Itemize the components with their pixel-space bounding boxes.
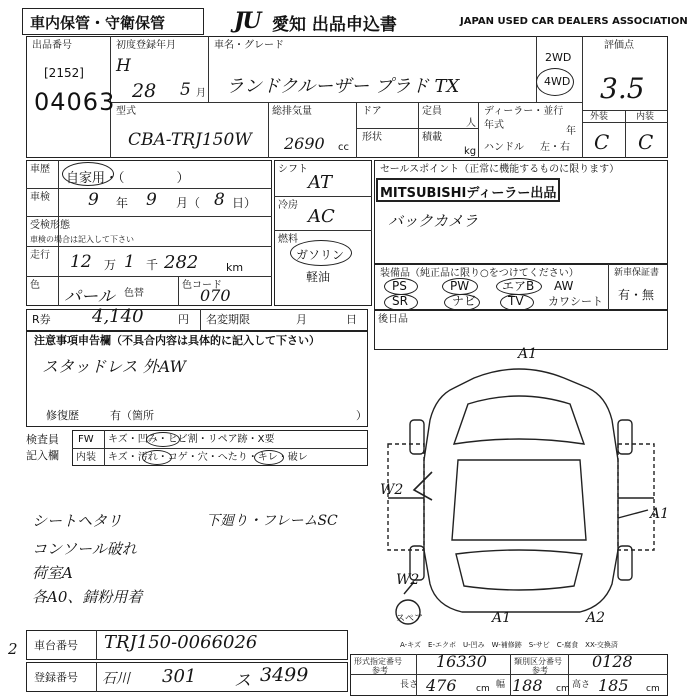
length-cm: cm	[476, 684, 490, 694]
reg-year-value: 28	[132, 80, 157, 102]
color-code-value: 070	[200, 286, 231, 305]
tire-note: 下廻り・フレームSC	[206, 513, 338, 529]
car-name-label: 車名・グレード	[214, 40, 284, 51]
repair-yes: 有（箇所	[110, 409, 154, 422]
kg-unit: kg	[464, 146, 477, 157]
shift-label: シフト	[278, 164, 308, 175]
displacement-value: 2690	[284, 134, 325, 153]
sales-point-label: セールスポイント（正常に機能するものに限ります）	[380, 164, 620, 175]
history-value: 自家用・（ ）	[66, 171, 190, 186]
reg-month-value: 5	[180, 80, 191, 100]
fw-items: キズ・凹み・ヒビ割・リペア跡・X要	[108, 434, 275, 445]
score-label: 評価点	[604, 40, 634, 51]
recycle-frame	[26, 309, 368, 331]
eq-tv-circle	[500, 294, 534, 311]
eq-ps-circle	[384, 278, 418, 295]
mileage-rest: 282	[164, 252, 199, 273]
repair-close: ）	[356, 409, 367, 422]
shaken-year: 9	[88, 190, 99, 210]
km-unit: km	[226, 261, 244, 274]
width-value: 188	[512, 676, 543, 695]
person-unit: 人	[466, 118, 476, 129]
name-change-month: 月	[296, 313, 307, 326]
shaken-month: 9	[146, 190, 157, 210]
new-car-warranty: 新車保証書	[614, 268, 660, 278]
color-label: 色	[30, 280, 40, 291]
fw-label: FW	[78, 434, 94, 445]
eq-ab: エアB	[502, 279, 535, 293]
spec-value: 16330	[436, 652, 487, 671]
shaken-day: 8	[214, 190, 225, 210]
mileage-man: 12	[70, 252, 92, 272]
eq-aw: AW	[554, 279, 574, 293]
mark-w2-left: W2	[380, 482, 404, 498]
dealer-parallel: ディーラー・並行	[484, 106, 564, 117]
color-code-label: 色コード	[182, 280, 222, 291]
fuel-diesel: 軽油	[306, 270, 331, 284]
height-value: 185	[598, 676, 629, 695]
mark-a1-bottom: A1	[492, 610, 512, 626]
length-value: 476	[426, 676, 457, 695]
margin-mark: 2	[8, 640, 18, 658]
interior-items: キズ・汚れ・コゲ・穴・へたり・キレ・破レ	[108, 452, 308, 463]
eq-pw: PW	[450, 279, 470, 293]
model-year-label-a: 年式	[484, 120, 504, 131]
history-label: 車歴	[30, 164, 50, 175]
class-value: 0128	[592, 652, 633, 671]
displacement-label: 総排気量	[272, 106, 312, 117]
handle-lr: 左・右	[540, 142, 570, 153]
name-change-label: 名変期限	[206, 313, 250, 326]
mark-w2-bottom: W2	[396, 572, 420, 588]
width-cm: cm	[556, 684, 570, 694]
interior-row-label: 内装	[76, 452, 96, 463]
first-reg-label: 初度登録年月	[116, 40, 176, 51]
warranty-yes-no: 有・無	[618, 288, 655, 302]
yen-unit: 円	[178, 313, 189, 326]
repair-label: 修復歴	[46, 409, 79, 422]
name-change-day: 日	[346, 313, 357, 326]
rear-items-label: 後日品	[378, 314, 408, 325]
drive-2wd: 2WD	[545, 51, 572, 64]
month-suffix: 月	[196, 88, 206, 99]
shift-value: AT	[308, 172, 333, 193]
color-change-label: 色替	[124, 288, 144, 299]
handle-label: ハンドル	[484, 142, 524, 153]
era-value: H	[116, 56, 131, 76]
lot-no-label: 出品番号	[32, 40, 72, 51]
reg-kana: ス	[234, 671, 251, 691]
shape-label: 形状	[362, 132, 382, 143]
capacity-label: 定員	[422, 106, 442, 117]
class-label: 類別区分番号	[514, 657, 562, 666]
model-code-label: 型式	[116, 106, 136, 117]
man-unit: 万	[104, 258, 117, 272]
drive-4wd: 4WD	[544, 75, 571, 88]
storage-label: 車内保管・守衛保管	[30, 14, 166, 32]
interior-sag-circle	[254, 450, 284, 465]
fuel-gas: ガソリン	[296, 248, 345, 262]
mark-a1-right: A1	[650, 506, 670, 522]
lot-number: 04063	[34, 88, 116, 116]
spec-ref-label: 参考	[372, 666, 388, 675]
notes-value: スタッドレス 外AW	[42, 357, 186, 376]
left-note-4: 各A0、錆粉用着	[32, 588, 143, 606]
door-label: ドア	[362, 106, 382, 117]
rear-items-frame	[374, 310, 668, 350]
eq-pw-circle	[442, 278, 478, 295]
shaken-label: 車検	[30, 192, 50, 203]
mitsubishi-text: MITSUBISHIディーラー出品	[380, 186, 557, 201]
load-label: 積載	[422, 132, 442, 143]
color-value: パール	[64, 287, 115, 307]
width-label: 幅	[496, 680, 506, 690]
aircon-value: AC	[308, 206, 335, 227]
exterior-grade: C	[594, 130, 610, 154]
association-name: JAPAN USED CAR DEALERS ASSOCIATION	[460, 16, 688, 27]
interior-label: 内装	[636, 112, 655, 122]
lot-bracket: [2152]	[44, 66, 84, 80]
left-note-1: シートヘタリ	[32, 512, 123, 530]
class-ref-label: 参考	[532, 666, 548, 675]
height-cm: cm	[646, 684, 660, 694]
history-circle	[62, 162, 114, 186]
eq-tv: TV	[508, 294, 524, 308]
ju-logo: JU	[234, 8, 260, 34]
height-label: 高さ	[572, 680, 591, 690]
interior-dirt-circle	[142, 450, 172, 465]
shaken-year-unit: 年	[116, 196, 129, 210]
warranty-label: 受検形態	[30, 220, 70, 231]
length-label: 長さ	[400, 680, 419, 690]
fuel-gas-circle	[290, 240, 352, 266]
form-title: 愛知 出品申込書	[272, 15, 397, 35]
record-label: 記入欄	[26, 449, 59, 462]
left-note-2: コンソール破れ	[32, 540, 137, 558]
reg-num: 3499	[260, 664, 309, 686]
mark-a1-top: A1	[518, 346, 538, 362]
eq-kawa: カワシート	[548, 295, 603, 308]
car-name-value: ランドクルーザー プラド TX	[226, 76, 460, 97]
eq-ps: PS	[392, 279, 407, 293]
eq-sr-circle	[384, 294, 418, 311]
reg-area: 石川	[102, 671, 130, 687]
drive-4wd-circle	[536, 68, 574, 96]
eq-navi-circle	[444, 294, 480, 311]
inspector-label: 検査員	[26, 433, 59, 446]
model-code-value: CBA-TRJ150W	[128, 130, 252, 150]
recycle-label: R券	[32, 313, 51, 326]
shaken-month-unit: 月（	[176, 196, 201, 210]
recycle-value: 4,140	[92, 306, 144, 327]
chassis-label: 車台番号	[34, 639, 78, 652]
mark-a2-bottom: A2	[586, 610, 606, 626]
model-year-label-b: 年	[566, 126, 576, 137]
sen-unit: 千	[146, 258, 159, 272]
sales-note: バックカメラ	[388, 212, 479, 230]
warranty-note: 車検の場合は記入して下さい	[30, 235, 134, 244]
cc-unit: cc	[338, 142, 349, 153]
notes-title: 注意事項申告欄（不具合内容は具体的に記入して下さい）	[34, 334, 320, 347]
score-value: 3.5	[600, 72, 645, 105]
chassis-value: TRJ150-0066026	[104, 632, 258, 653]
aircon-label: 冷房	[278, 200, 298, 211]
spare-label: スペア	[396, 614, 424, 624]
shaken-day-unit: 日）	[232, 196, 257, 210]
fw-mark-circle	[146, 432, 180, 447]
spec-label: 形式指定番号	[354, 657, 402, 666]
eq-navi: ナビ	[452, 294, 477, 308]
car-damage-diagram	[374, 350, 668, 640]
reg-label: 登録番号	[34, 671, 78, 684]
eq-sr: SR	[392, 294, 408, 308]
interior-grade: C	[638, 130, 654, 154]
equipment-label: 装備品（純正品に限り○をつけてください）	[380, 268, 579, 279]
reg-class: 301	[162, 666, 197, 687]
mileage-label: 走行	[30, 250, 50, 261]
eq-ab-circle	[496, 278, 542, 295]
damage-legend: A-キズ E-エクボ U-凹み W-補修跡 S-サビ C-腐食 XX-交換済	[400, 641, 618, 649]
mileage-sen: 1	[124, 252, 135, 272]
left-note-3: 荷室A	[32, 564, 73, 582]
fuel-label: 燃料	[278, 234, 298, 245]
exterior-label: 外装	[590, 112, 609, 122]
